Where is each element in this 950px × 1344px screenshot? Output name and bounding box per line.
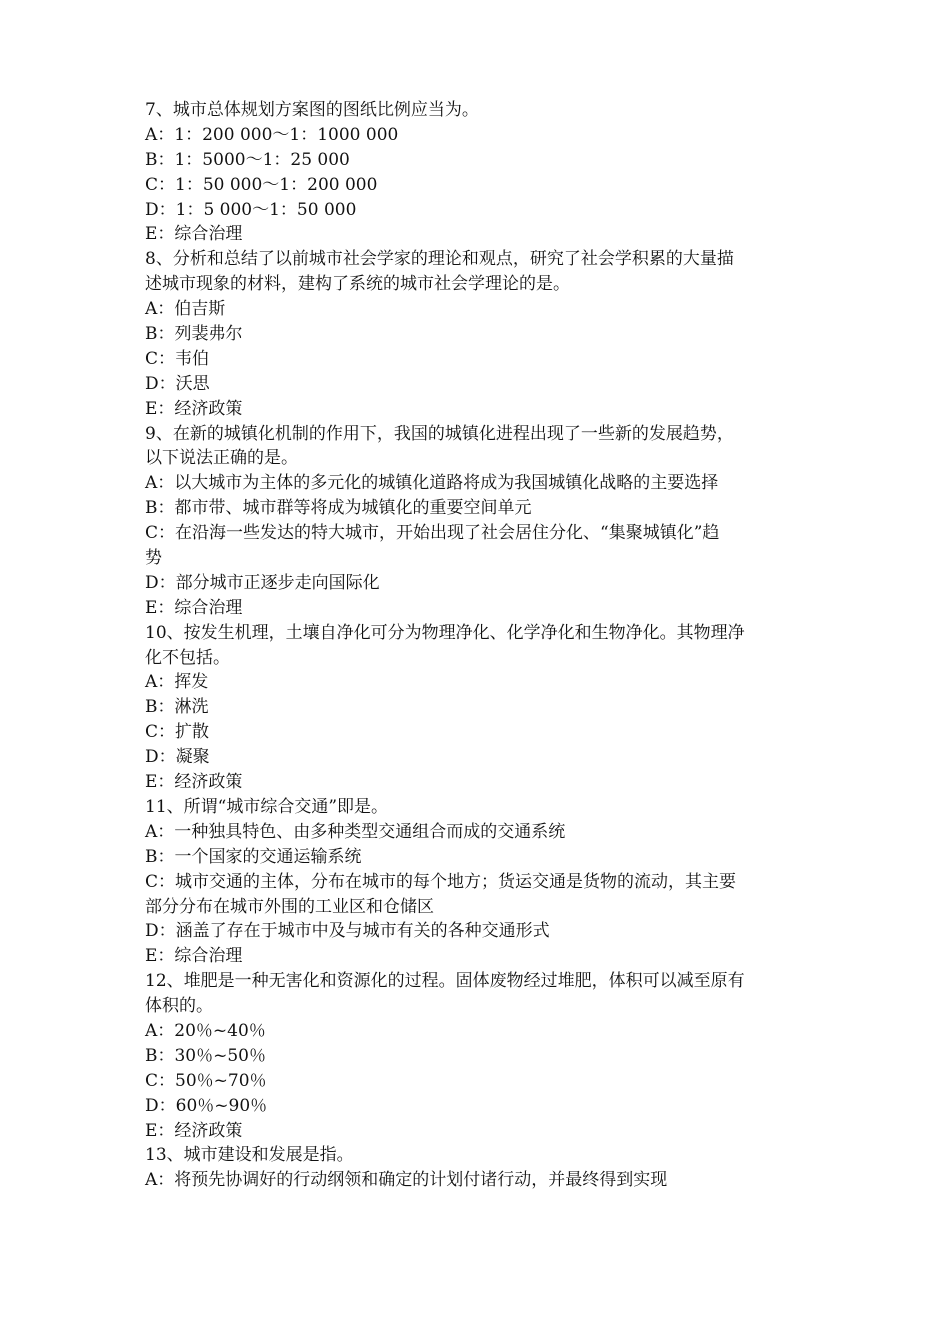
text-line: D：凝聚 — [145, 747, 210, 768]
text-line: 13、城市建设和发展是指。 — [145, 1145, 354, 1166]
text-line: B：都市带、城市群等将成为城镇化的重要空间单元 — [145, 498, 532, 519]
text-line: D：部分城市正逐步走向国际化 — [145, 572, 380, 593]
text-line: 11、所谓“城市综合交通”即是。 — [145, 796, 389, 817]
text-line: 体积的。 — [145, 996, 213, 1017]
text-line: A：挥发 — [145, 672, 209, 693]
text-line: 述城市现象的材料，建构了系统的城市社会学理论的是。 — [145, 274, 570, 295]
text-line: C：城市交通的主体，分布在城市的每个地方；货运交通是货物的流动，其主要 — [145, 871, 737, 892]
text-line: D：沃思 — [145, 373, 210, 394]
text-line: C：50％~70％ — [145, 1070, 267, 1091]
text-line: B：1：5000～1：25 000 — [145, 149, 350, 170]
text-line: D：1：5 000～1：50 000 — [145, 199, 357, 220]
text-line: A：以大城市为主体的多元化的城镇化道路将成为我国城镇化战略的主要选择 — [145, 473, 719, 494]
text-line: 9、在新的城镇化机制的作用下，我国的城镇化进程出现了一些新的发展趋势， — [145, 423, 734, 444]
text-line: A：1：200 000～1：1000 000 — [145, 124, 399, 145]
text-line: 8、分析和总结了以前城市社会学家的理论和观点，研究了社会学积累的大量描 — [145, 249, 734, 270]
text-line: E：经济政策 — [145, 398, 243, 419]
text-line: D：涵盖了存在于城市中及与城市有关的各种交通形式 — [145, 921, 550, 942]
text-line: 化不包括。 — [145, 647, 230, 668]
document-page — [145, 98, 825, 1193]
text-line: E：综合治理 — [145, 597, 243, 618]
text-line: A：一种独具特色、由多种类型交通组合而成的交通系统 — [145, 821, 566, 842]
text-line: A：将预先协调好的行动纲领和确定的计划付诸行动，并最终得到实现 — [145, 1170, 668, 1191]
text-line: 7、城市总体规划方案图的图纸比例应当为。 — [145, 100, 479, 120]
text-line: 10、按发生机理，土壤自净化可分为物理净化、化学净化和生物净化。其物理净 — [145, 622, 745, 643]
text-line: 以下说法正确的是。 — [145, 448, 298, 469]
text-line: C：韦伯 — [145, 348, 210, 369]
text-line: C：在沿海一些发达的特大城市，开始出现了社会居住分化、“集聚城镇化”趋 — [145, 523, 720, 544]
text-line: 部分分布在城市外围的工业区和仓储区 — [145, 896, 434, 917]
text-line: B：列裴弗尔 — [145, 324, 243, 345]
text-line: 12、堆肥是一种无害化和资源化的过程。固体废物经过堆肥，体积可以减至原有 — [145, 971, 745, 992]
text-line: A：20％~40％ — [145, 1020, 266, 1041]
text-line: A：伯吉斯 — [145, 299, 226, 320]
text-line: 势 — [145, 548, 162, 569]
text-line: B：淋洗 — [145, 697, 209, 718]
text-line: E：经济政策 — [145, 1120, 243, 1141]
text-line: C：1：50 000～1：200 000 — [145, 174, 378, 195]
text-line: B：30％~50％ — [145, 1045, 267, 1066]
text-line: C：扩散 — [145, 722, 210, 743]
text-line: E：综合治理 — [145, 224, 243, 245]
text-line: E：综合治理 — [145, 946, 243, 967]
text-line: B：一个国家的交通运输系统 — [145, 846, 362, 867]
text-line: D：60％~90％ — [145, 1095, 268, 1116]
text-line: E：经济政策 — [145, 772, 243, 793]
